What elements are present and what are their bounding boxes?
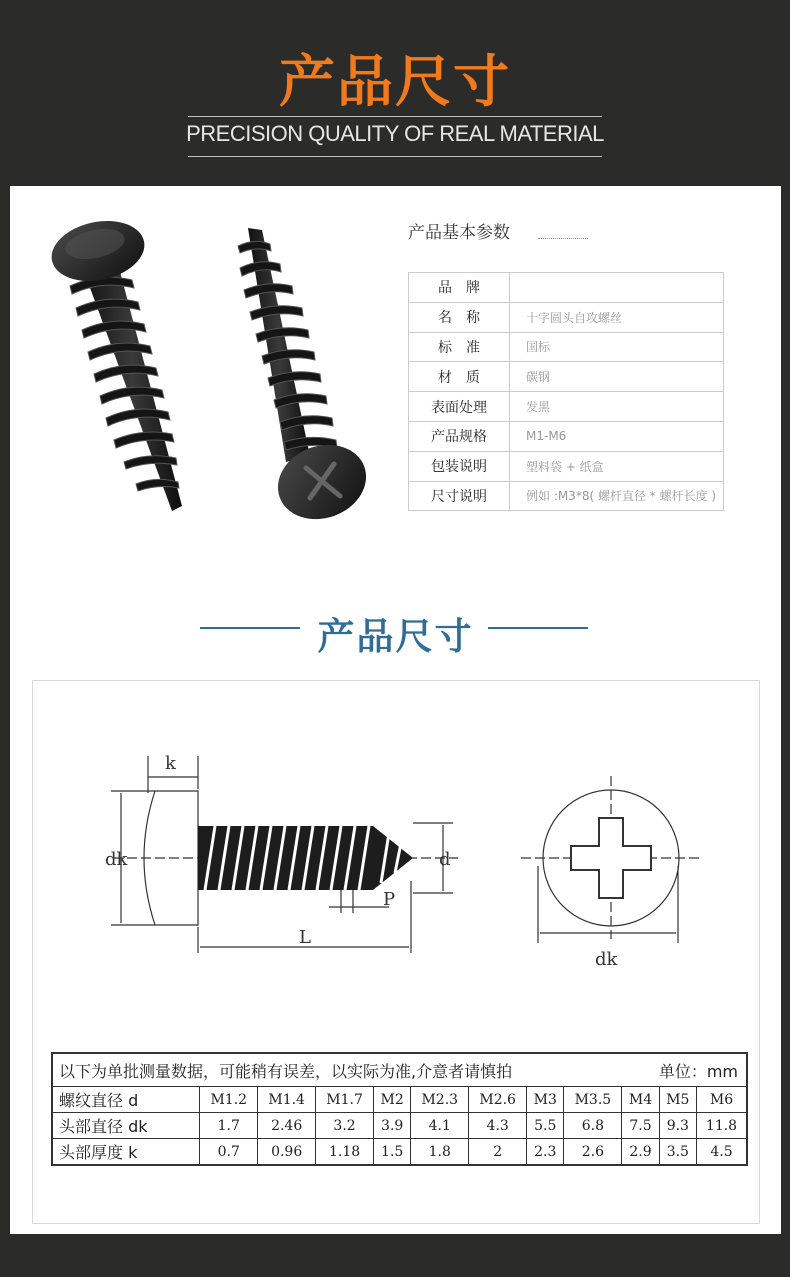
dimension-diagram — [33, 681, 759, 1041]
front-view — [521, 776, 701, 943]
param-value: 例如 :M3*8( 螺杆直径 * 螺杆长度 ) — [510, 481, 724, 511]
param-value: 碳钢 — [510, 362, 724, 392]
table-cell: 3.2 — [316, 1113, 374, 1139]
params-row — [409, 273, 724, 303]
table-cell: 4.3 — [469, 1113, 527, 1139]
params-row — [409, 421, 724, 451]
label-k: k — [165, 753, 176, 774]
table-cell: M5 — [659, 1087, 696, 1113]
note-row — [52, 1053, 747, 1087]
param-key: 表面处理 — [409, 392, 510, 422]
param-key: 标 准 — [409, 332, 510, 362]
table-cell: M1.2 — [200, 1087, 258, 1113]
table-cell: 1.7 — [200, 1113, 258, 1139]
left-screw — [46, 213, 182, 511]
measurement-note: 以下为单批测量数据，可能稍有误差，以实际为准,介意者请慎拍 — [59, 1061, 513, 1081]
params-row — [409, 362, 724, 392]
table-cell: 1.18 — [316, 1139, 374, 1166]
table-cell: 2.46 — [258, 1113, 316, 1139]
label-dk-front: dk — [595, 949, 618, 970]
param-key: 包装说明 — [409, 451, 510, 481]
table-cell: 2.6 — [564, 1139, 622, 1166]
unit-label: 单位：mm — [658, 1061, 738, 1081]
params-row — [409, 332, 724, 362]
param-key: 品 牌 — [409, 273, 510, 303]
table-cell: 7.5 — [622, 1113, 659, 1139]
param-value: M1-M6 — [510, 421, 724, 451]
row-header: 头部厚度 k — [52, 1139, 200, 1166]
param-value — [510, 273, 724, 303]
table-cell: M2 — [374, 1087, 411, 1113]
param-key: 材 质 — [409, 362, 510, 392]
right-screw — [238, 228, 377, 526]
params-row — [409, 451, 724, 481]
table-cell: 1.8 — [411, 1139, 469, 1166]
table-cell: M3 — [527, 1087, 564, 1113]
param-value: 塑料袋 + 纸盒 — [510, 451, 724, 481]
table-cell: 0.7 — [200, 1139, 258, 1166]
table-cell: M1.7 — [316, 1087, 374, 1113]
label-l: L — [299, 927, 311, 948]
table-cell: 5.5 — [527, 1113, 564, 1139]
row-header: 头部直径 dk — [52, 1113, 200, 1139]
table-cell: M2.6 — [469, 1087, 527, 1113]
table-cell: 2.9 — [622, 1139, 659, 1166]
header-rule-top — [188, 116, 602, 117]
params-table — [408, 272, 724, 511]
table-cell: M2.3 — [411, 1087, 469, 1113]
params-title-dots — [538, 238, 588, 240]
table-cell: M6 — [696, 1087, 747, 1113]
params-row — [409, 302, 724, 332]
table-cell: 1.5 — [374, 1139, 411, 1166]
table-row — [52, 1113, 747, 1139]
params-title: 产品基本参数 — [408, 223, 510, 243]
table-cell: 2.3 — [527, 1139, 564, 1166]
dimension-panel — [32, 680, 760, 1224]
params-row — [409, 481, 724, 511]
note-cell — [52, 1053, 747, 1087]
content-card — [10, 186, 781, 1234]
param-value: 国标 — [510, 332, 724, 362]
page-title: 产品尺寸 — [279, 50, 511, 115]
table-cell: 0.96 — [258, 1139, 316, 1166]
section-rule-right — [488, 627, 588, 629]
label-dk: dk — [105, 849, 128, 870]
page-subtitle: PRECISION QUALITY OF REAL MATERIAL — [186, 121, 604, 146]
table-cell: M3.5 — [564, 1087, 622, 1113]
param-key: 尺寸说明 — [409, 481, 510, 511]
thread-body — [198, 826, 413, 890]
table-cell: 4.1 — [411, 1113, 469, 1139]
param-value: 十字圆头自攻螺丝 — [510, 302, 724, 332]
label-d: d — [439, 849, 451, 870]
table-cell: M4 — [622, 1087, 659, 1113]
table-cell: 4.5 — [696, 1139, 747, 1166]
label-p: P — [383, 889, 396, 910]
param-key: 名 称 — [409, 302, 510, 332]
header-rule-bottom — [188, 156, 602, 157]
dimension-table — [51, 1052, 748, 1166]
param-value: 发黑 — [510, 392, 724, 422]
screw-photo — [40, 206, 385, 526]
table-row — [52, 1087, 747, 1113]
table-cell: 9.3 — [659, 1113, 696, 1139]
param-key: 产品规格 — [409, 421, 510, 451]
table-cell: 6.8 — [564, 1113, 622, 1139]
params-row — [409, 392, 724, 422]
table-cell: 11.8 — [696, 1113, 747, 1139]
table-cell: M1.4 — [258, 1087, 316, 1113]
table-cell: 2 — [469, 1139, 527, 1166]
table-cell: 3.5 — [659, 1139, 696, 1166]
table-row — [52, 1139, 747, 1166]
row-header: 螺纹直径 d — [52, 1087, 200, 1113]
section-title: 产品尺寸 — [317, 615, 474, 658]
table-cell: 3.9 — [374, 1113, 411, 1139]
